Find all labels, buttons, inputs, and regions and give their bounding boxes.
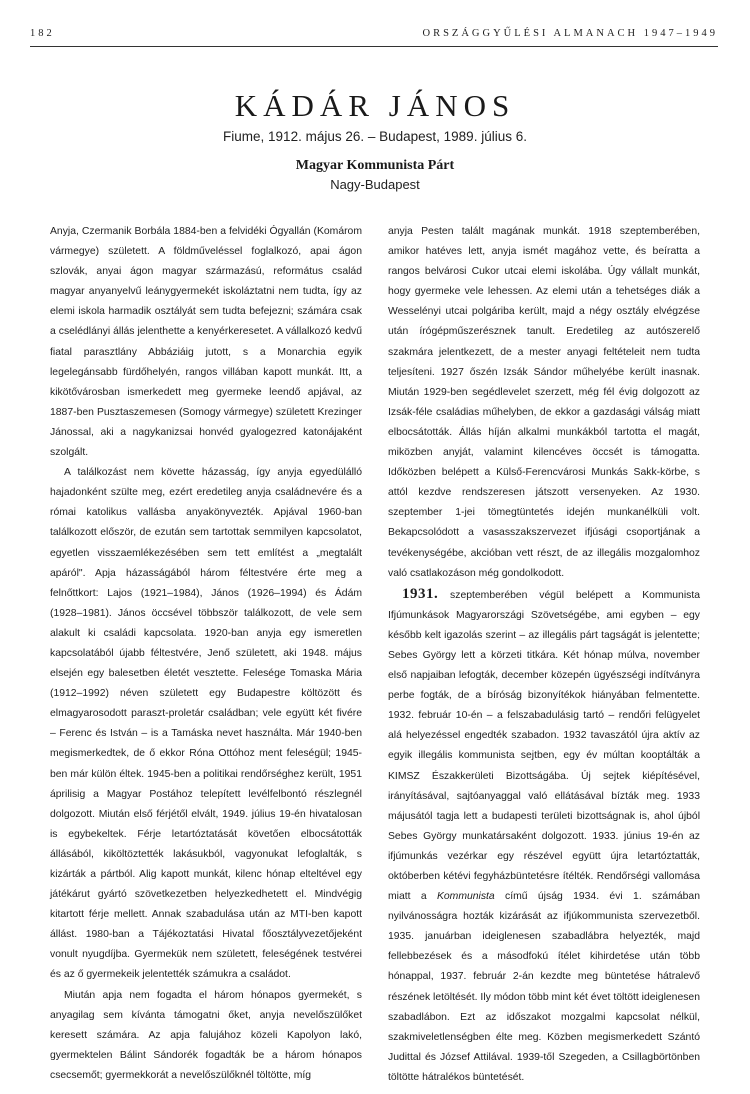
paragraph: A találkozást nem követte házasság, így anyja egyedülálló hajadonként szülte meg, ezért eredetileg anyja családnevére és a római katolikus vallásba anyakönyvezték. Apjával 1960-ban találkozott először, de ezután sem tartottak semmilyen kapcsolatot, egyetlen visszaemlékezésében sem tett említést a „megtalált apáról". Apja házasságából három féltestvére érte meg a felnőttkort: Lajos (1921–1984), János (1926–1994) és Ádám (1928–1981). János öccsével többször találkozott, de vele sem alakult ki családi kapcsolata. 1920-ban anyja egy ismeretlen kapcsolatából újabb féltestvére, Jenő született, aki 1948. május elsején egy balesetben életét vesztette. Felesége Tomaska Mária (1912–1992) néven született egy Budapestre költözött és elmagyarosodott paraszt-proletár családban; vele együtt két fivére – Ferenc és István – is a Tamáska nevet használta. Már 1940-ben megismerkedtek, de ő ekkor Róna Ottóhoz ment feleségül; 1945-ben már külön éltek. 1945-ben a politikai rendőrséghez került, 1951 áprilisig a Magyar Postához telepített levélfelbontó részlegnél dolgozott. Miután első férjétől elvált, 1949. július 19-én hivatalosan is egybekeltek. Férje letartóztatását követően elbocsátották állásából, kiköltöztették lakásukból, vagyonukat lefoglalták, s kizárták a pártból. Alig kapott munkát, kilenc hónap elteltével egy játékárut gyártó szövetkezetben helyezkedhetett el. Mindvégig kitartott férje mellett. Annak szabadulása után az MTI-ben kapott állást. 1980-ban a Tájékoztatási Hivatal főosztályvezetőjeként vonult nyugdíjba. Gyermekük nem született, feleségének testvérei és az ő gyermekeik jelentették számukra a családot. — [50, 467, 362, 981]
entry-heading — [0, 88, 750, 192]
person-name: KÁDÁR JÁNOS — [234, 88, 516, 123]
paragraph: Miután apja nem fogadta el három hónapos gyermekét, s anyagilag sem kívánta támogatni őket, anyja nevelőszülőket keresett számára. Az apja falujához közeli Kapolyon lakó, gyermektelen Bálint Sándorék fogadták be a három hónapos csecsemőt; gyermekkorát a nevelőszülőknél töltötte, míg — [50, 989, 362, 1081]
birth-death-dates: Fiume, 1912. május 26. – Budapest, 1989. július 6. — [223, 129, 527, 144]
newspaper-title: Kommunista — [436, 891, 495, 903]
party-name: Magyar Kommunista Párt — [295, 158, 455, 173]
running-title: ORSZÁGGYŰLÉSI ALMANACH 1947–1949 — [422, 28, 718, 39]
biography-body — [50, 222, 700, 1083]
constituency: Nagy-Budapest — [330, 177, 420, 192]
paragraph: anyja Pesten talált magának munkát. 1918 szeptemberében, amikor hatéves lett, anyja ismét magához vette, és beíratta a rangos belvárosi Cukor utcai elemi iskolába. Úgy vállalt munkát, hogy gyermeke vele lehessen. Az elemi után a tehetséges diák a Wesselényi utcai polgáriba került, majd a négy osztály elvégzése után írógépműszerésznek tanult. Eredetileg az autószerelő szakmára jelentkezett, de a mester anyagi feltételeit nem tudta teljesíteni. 1927 őszén Izsák Sándor műhelyébe került inasnak. Miután 1929-ben segédlevelet szerzett, még fél évig dolgozott az Izsák-féle családias műhelyben, de ekkor a gazdasági válság miatt elbocsátották. Állás híján alkalmi munkákból tartotta el magát, miközben anyját, valamint kilencéves öccsét is támogatta. Időközben belépett a Külső-Ferencvárosi Munkás Sakk-körbe, s attól kezdve rendszeresen játszott versenyeken. Az 1930. szeptember 1-jei tömegtüntetés idején munkanélküli volt. Bekapcsolódott a vasasszakszervezet ifjúsági csoportjának a tevékenységébe, akcióban vett részt, de az illegális mozgalomhoz való csatlakozáson még gondolkodott. — [388, 226, 700, 579]
paragraph — [388, 584, 700, 1088]
running-header — [30, 28, 718, 39]
right-column — [388, 222, 700, 1083]
paragraph-text: című újság 1934. évi 1. számában nyilvánosságra hozták kizárását az ifjúkommunista szervezetből. 1935. januárban ideiglenesen szabadlábra helyezték, majd fellebbezések és a másodfokú ítélet kihirdetése után több hónappal, 1937. február 2-án kezdte meg büntetése hátralevő részének letöltését. Ily módon több mint két évet töltött ideiglenesen szabadlábon. Ezt az időszakot mozgalmi kapcsolat nélkül, szakmiveletlenségben élte meg. Közben megismerkedett Szántó Judittal és József Attilával. 1939-től Szegeden, a Csillagbörtönben töltötte hátralékos büntetését. — [388, 891, 700, 1083]
paragraph: Anyja, Czermanik Borbála 1884-ben a felvidéki Ógyallán (Komárom vármegye) született. A földműveléssel foglalkozó, apai ágon szlovák, anyai ágon magyar származású, református család magyar anyanyelvű leánygyermekét iskoláztatni nem tudta, így az elemi iskola harmadik osztályát sem tudta befejezni; számára csak a cselédlányi állás jelenthette a kenyérkeresetet. A vállalkozó kedvű fiatal parasztlány Abbáziáig jutott, s a Monarchia egyik legelegánsabb fürdőhelyén, rangos villában kapott munkát. Itt, a kikötővárosban ismerkedett meg gyermeke leendő apjával, az 1887-ben Pusztaszemesen (Somogy vármegye) született Krezinger Jánossal, aki a nagykanizsai honvéd gyalogezred katonájaként szolgált. — [50, 226, 362, 459]
header-rule — [30, 46, 718, 47]
page-number: 182 — [30, 28, 55, 39]
paragraph-text: szeptemberében végül belépett a Kommunista Ifjúmunkások Magyarországi Szövetségébe, ami egyben – egy később kelt igazolás szerint – az illegális párt tagságát is jelentette; Sebes György lett a körzeti titkára. Két hónap múlva, november első napjaiban lefogták, december közepén ügyészségi indítványra perbe fogták, de a bíróság bizonyítékok hiányában felmentette. 1932. február 10-én – a felszabadulásig tartó – rendőri felügyelet alá helyezéssel engedték szabadon. 1932 tavaszától újra aktív az egyik illegális kommunista sejtben, egy év múltan kooptálták a KIMSZ Északkerületi Bizottságába. Új sejtek kiépítésével, irányításával, sajtóanyaggal való ellátásával bízták meg. 1933 májusától tagja lett a budapesti területi bizottságnak is, ahol újból Sebes György munkatársaként dolgozott. 1933. június 19-én az ifjúmunkás vezérkar egy részével együtt újra letartóztatták, októberben kétévi fegyházbüntetésre ítélték. Rendőrségi vallomása miatt a — [388, 589, 700, 903]
left-column — [50, 222, 362, 1081]
year-marker: 1931. — [402, 585, 439, 602]
